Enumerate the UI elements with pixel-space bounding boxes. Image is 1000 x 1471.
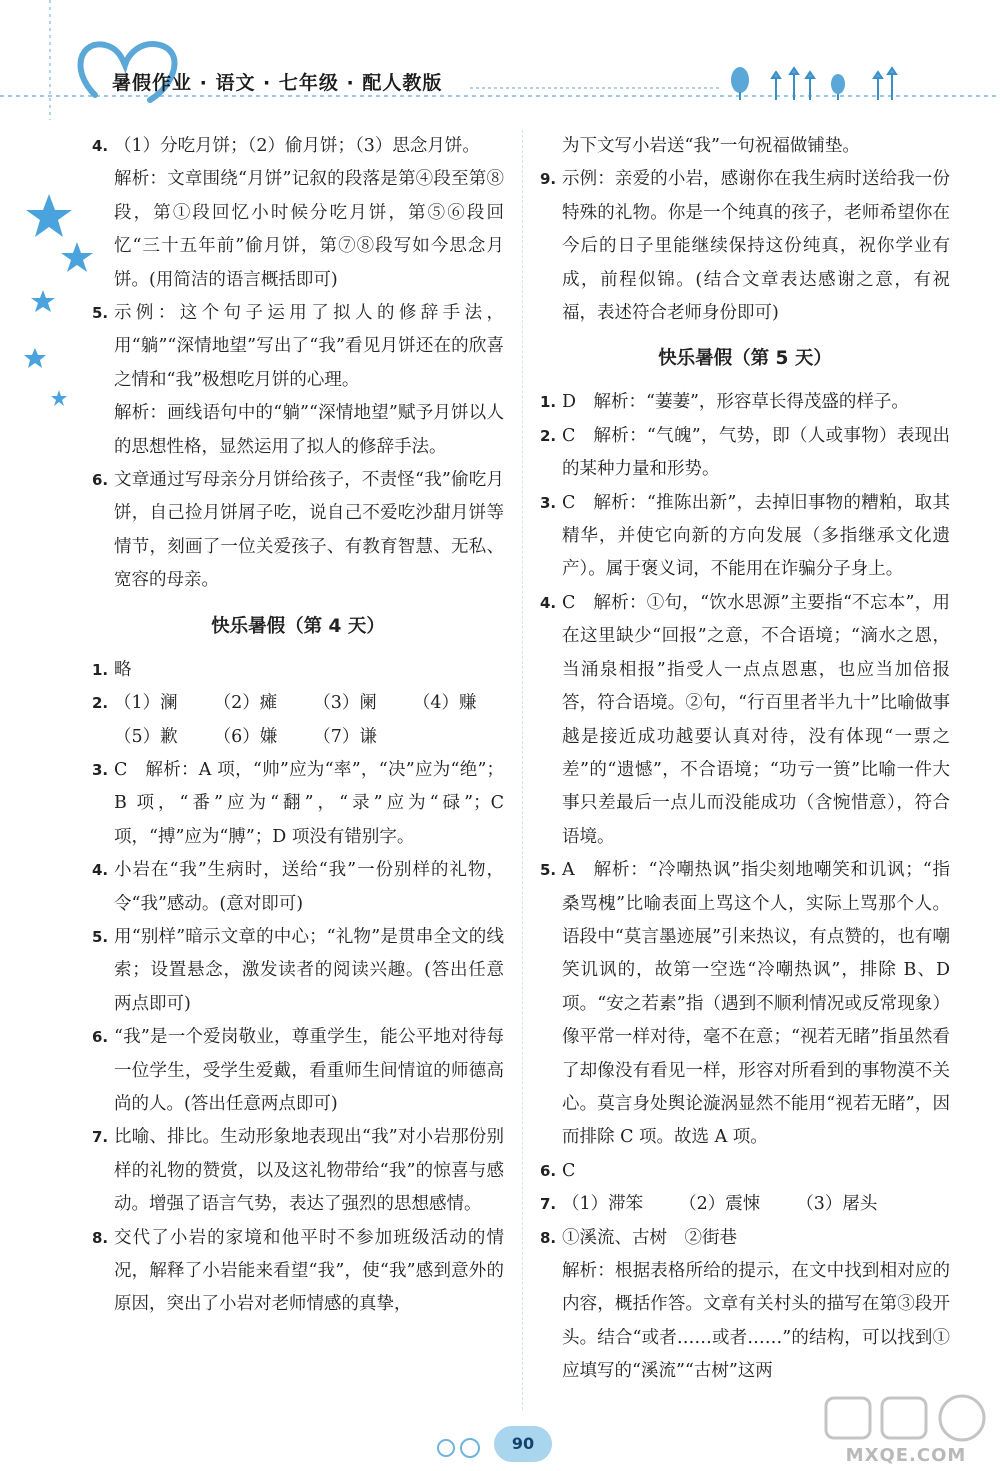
answer-item: 2. （1）澜 （2）瘫 （3）阑 （4）赚 （5）歉 （6）嫌 （7）谦 bbox=[92, 687, 504, 754]
answer-item: 6. “我”是一个爱岗敬业，尊重学生，能公平地对待每一位学生，受学生爱戴，看重师生间情谊的师德高尚的人。(答出任意两点即可) bbox=[92, 1027, 504, 1114]
answer-item: 5. 示例：这个句子运用了拟人的修辞手法，用“躺”“深情地望”写出了“我”看见月饼还在的欣喜之情和“我”极想吃月饼的心理。 bbox=[92, 303, 504, 390]
answer-item: 5. 用“别样”暗示文章的中心；“礼物”是贯串全文的线索；设置悬念，激发读者的阅读兴趣。(答出任意两点即可) bbox=[92, 926, 504, 1014]
answer-item: 7. 比喻、排比。生动形象地表现出“我”对小岩那份别样的礼物的赞赏，以及这礼物带给“我”的惊喜与感动。增强了语言气势，表达了强烈的思想感情。 bbox=[92, 1127, 504, 1215]
answer-item: 1. 略 bbox=[92, 659, 132, 680]
answer-item: 3. C 解析：“推陈出新”，去掉旧事物的糟粕，取其精华，并使它向新的方向发展（多指继承文化遗产）。属于褒义词，不能用在诈骗分子身上。 bbox=[540, 492, 950, 580]
continued-text: 为下文写小岩送“我”一句祝福做铺垫。 bbox=[562, 136, 860, 156]
watermark bbox=[818, 1392, 994, 1466]
answer-item: 7. （1）滞笨 （2）震悚 （3）屠头 bbox=[540, 1188, 950, 1221]
answer-item: 3. C 解析：A 项，“帅”应为“率”，“决”应为“绝”；B 项，“番”应为“翻”，“录”应为“碌”；C 项，“搏”应为“膊”；D 项没有错别字。 bbox=[92, 759, 504, 847]
left-column bbox=[92, 130, 504, 1322]
right-column bbox=[540, 130, 950, 1389]
options-row: （5）歉 （6）嫌 （7）谦 bbox=[114, 726, 377, 747]
answer-item: 1. D 解析：“萋萋”，形容草长得茂盛的样子。 bbox=[540, 392, 909, 413]
answer-item: 4. （1）分吃月饼；（2）偷月饼；（3）思念月饼。 bbox=[92, 136, 480, 156]
bubble-decoration bbox=[432, 1424, 496, 1468]
options-row: （1）滞笨 （2）震悚 （3）屠头 bbox=[562, 1194, 878, 1215]
column-divider bbox=[522, 130, 523, 1410]
page-header bbox=[0, 0, 1000, 120]
section-title-day4: 快乐暑假（第 4 天） bbox=[211, 615, 385, 637]
answer-item: 8. ①溪流、古树 ②街巷 bbox=[540, 1227, 737, 1248]
answer-item: 9. 示例：亲爱的小岩，感谢你在我生病时送给我一份特殊的礼物。你是一个纯真的孩子，老师希望你在今后的日子里能继续保持这份纯真，祝你学业有成，前程似锦。(结合文章表达感谢之意，有祝福，表述符合老师身份即可) bbox=[540, 169, 950, 324]
header-title: 暑假作业 · 语文 · 七年级 · 配人教版 bbox=[112, 72, 443, 94]
answer-item: 6. C bbox=[540, 1160, 576, 1181]
section-title-day5: 快乐暑假（第 5 天） bbox=[658, 348, 832, 370]
watermark-logo bbox=[818, 1392, 994, 1444]
analysis-text: 解析：根据表格所给的提示，在文中找到相对应的内容，概括作答。文章有关村头的描写在第③段开头。结合“或者……或者……”的结构，可以找到①应填写的“溪流”“古树”这两 bbox=[562, 1261, 950, 1382]
header-decoration bbox=[0, 0, 1000, 120]
answer-item: 6. 文章通过写母亲分月饼给孩子，不责怪“我”偷吃月饼，自己捡月饼屑子吃，说自己不爱吃沙甜月饼等情节，刻画了一位关爱孩子、有教育智慧、无私、宽容的母亲。 bbox=[92, 470, 504, 591]
answer-item: 5. A 解析：“冷嘲热讽”指尖刻地嘲笑和讥讽；“指桑骂槐”比喻表面上骂这个人，实际上骂那个人。语段中“莫言墨迹展”引来热议，有点赞的，也有嘲笑讥讽的，故第一空选“冷嘲热讽”，排除 B、D 项。“安之若素”指（遇到不顺利情况或反常现象）像平常一样对待，毫不在意；“视若无睹”指虽然看了却像没有看见一样，形容对所看到的事物漠不关心。莫言身处舆论漩涡显然不能用“视若无睹”，因而排除 C 项。故选 A 项。 bbox=[540, 860, 950, 1148]
page-number: 90 bbox=[494, 1426, 552, 1462]
answer-item: 4. 小岩在“我”生病时，送给“我”一份别样的礼物，令“我”感动。(意对即可) bbox=[92, 860, 504, 914]
watermark-text: MXQE.COM bbox=[845, 1445, 967, 1466]
page-number-badge bbox=[432, 1424, 562, 1468]
options-row: （1）澜 （2）瘫 （3）阑 （4）赚 bbox=[114, 693, 477, 714]
answer-item: 8. 交代了小岩的家境和他平时不参加班级活动的情况，解释了小岩能来看望“我”，使“我”感到意外的原因，突出了小岩对老师情感的真挚， bbox=[92, 1227, 504, 1315]
answer-item: 2. C 解析：“气魄”，气势，即（人或事物）表现出的某种力量和形势。 bbox=[540, 425, 950, 480]
analysis-text: 解析：文章围绕“月饼”记叙的段落是第④段至第⑧段，第①段回忆小时候分吃月饼，第⑤⑥段回忆“三十五年前”偷月饼，第⑦⑧段写如今思念月饼。(用简洁的语言概括即可) bbox=[114, 169, 504, 290]
analysis-text: 解析：画线语句中的“躺”“深情地望”赋予月饼以人的思想性格，显然运用了拟人的修辞手法。 bbox=[114, 403, 504, 457]
answer-item: 4. C 解析：①句，“饮水思源”主要指“不忘本”，用在这里缺少“回报”之意，不合语境；“滴水之恩，当涌泉相报”指受人一点点恩惠，也应当加倍报答，符合语境。②句，“行百里者半九十”比喻做事越是接近成功越要认真对待，没有体现“一票之差”的“遗憾”，不合语境；“功亏一篑”比喻一件大事只差最后一点儿而没能成功（含惋惜意），符合语境。 bbox=[540, 592, 950, 847]
